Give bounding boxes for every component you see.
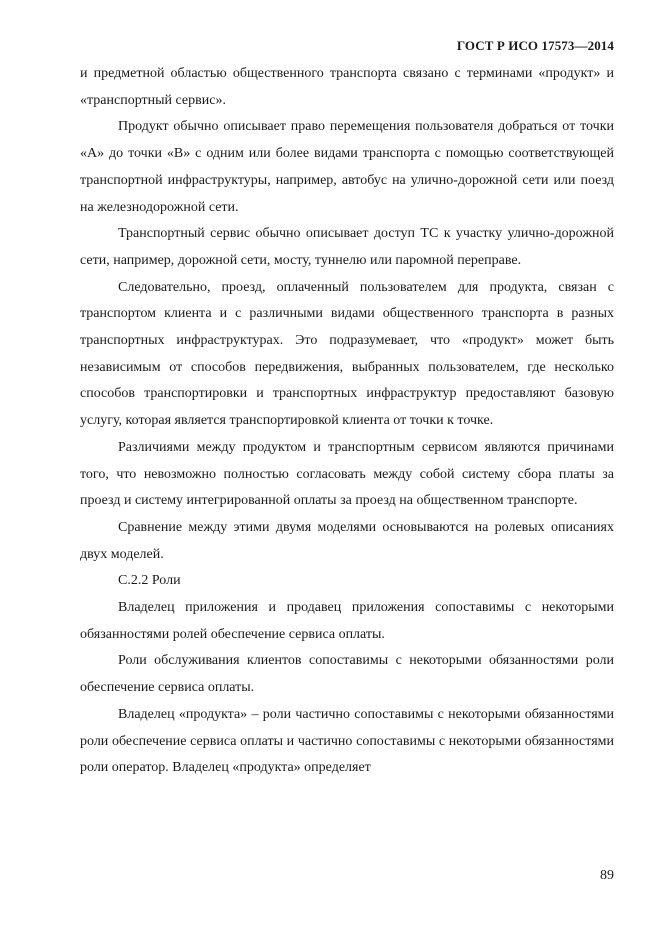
paragraph-application-owner: Владелец приложения и продавец приложения сопоставимы с некоторыми обязанностями ролей обеспечение сервиса оплаты.	[80, 600, 614, 642]
paragraph-product-definition: Продукт обычно описывает право перемещения пользователя добраться от точки «А» до точки «В» с одним или более видами транспорта с помощью соответствующей транспортной инфраструктуры, например, автобус на улично-дорожной сети или поезд на железнодорожной сети.	[80, 119, 614, 215]
document-header: ГОСТ Р ИСО 17573—2014	[456, 38, 614, 53]
paragraph-transport-service-definition: Транспортный сервис обычно описывает доступ ТС к участку улично-дорожной сети, например, дорожной сети, мосту, туннелю или паромной переправе.	[80, 226, 614, 268]
paragraph-differences: Различиями между продуктом и транспортным сервисом являются причинами того, что невозможно полностью согласовать между собой систему сбора платы за проезд и систему интегрированной оплаты за проезд на общественном транспорте.	[80, 439, 614, 509]
page-number: 89	[600, 868, 614, 883]
paragraph-consequence: Следовательно, проезд, оплаченный пользователем для продукта, связан с транспортом клиента и с различными видами общественного транспорта в разных транспортных инфраструктурах. Это подразумевает, что «продукт» может быть независимым от способов передвижения, выбранных пользователем, где несколько способов транспортировки и транспортных инфраструктур предоставляют базовую услугу, которая является транспортировкой клиента от точки к точке.	[80, 279, 614, 429]
section-heading-roles: С.2.2 Роли	[118, 573, 181, 589]
paragraph-comparison: Сравнение между этими двумя моделями основываются на ролевых описаниях двух моделей.	[80, 519, 614, 562]
document-body	[80, 61, 614, 782]
paragraph-continuation: и предметной областью общественного транспорта связано с терминами «продукт» и «транспортный сервис».	[80, 66, 614, 108]
paragraph-customer-service-roles: Роли обслуживания клиентов сопоставимы с некоторыми обязанностями роли обеспечение сервиса оплаты.	[80, 653, 614, 696]
paragraph-product-owner: Владелец «продукта» – роли частично сопоставимы с некоторыми обязанностями роли обеспечение сервиса оплаты и частично сопоставимы с некоторыми обязанностями роли оператор. Владелец «продукта» определяет	[80, 706, 614, 776]
